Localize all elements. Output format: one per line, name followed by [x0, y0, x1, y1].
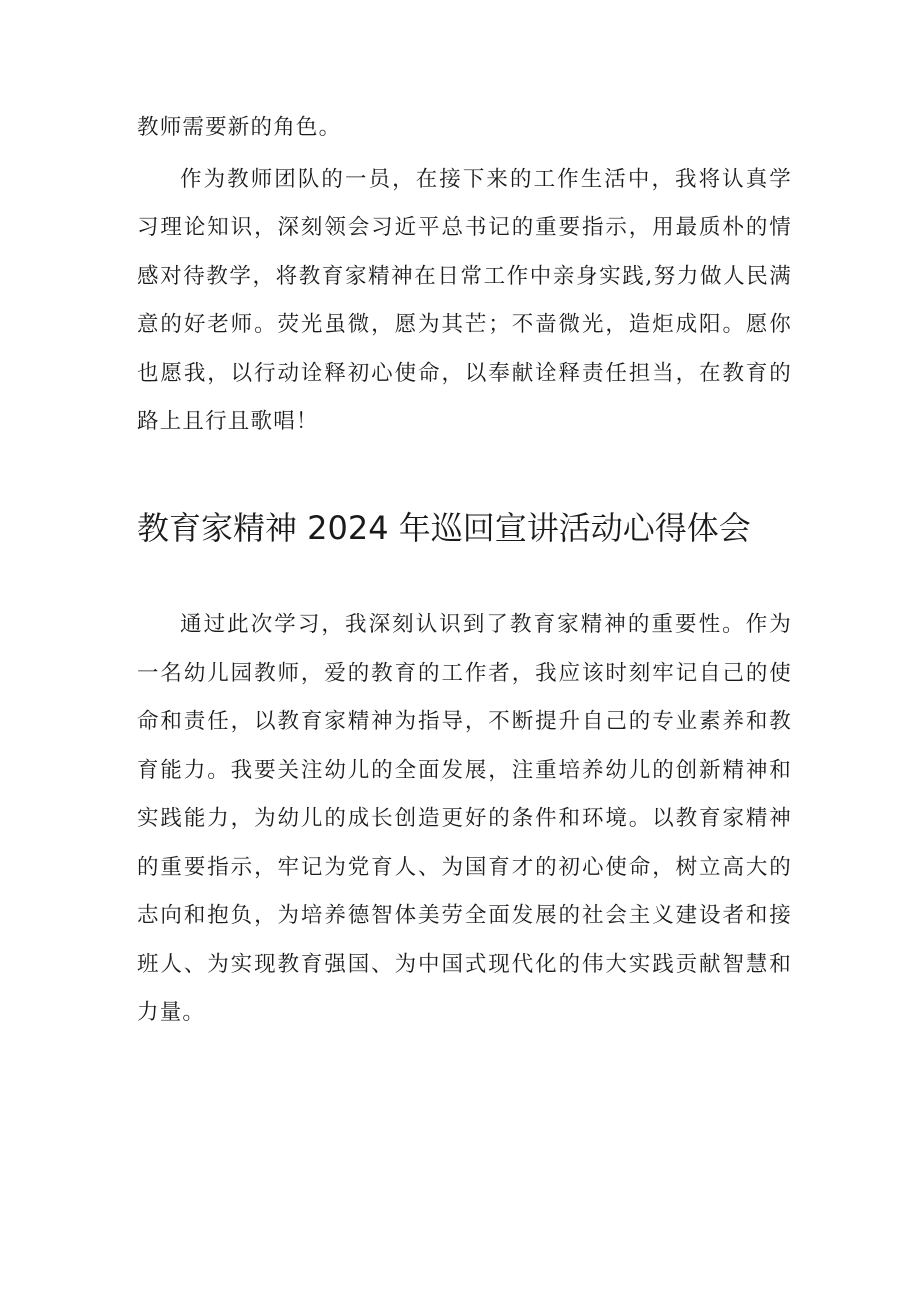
section-1 — [137, 104, 792, 447]
paragraph: 作为教师团队的一员，在接下来的工作生活中，我将认真学习理论知识，深刻领会习近平总书记的重要指示，用最质朴的情感对待教学，将教育家精神在日常工作中亲身实践,努力做人民满意的好老师。荧光虽微，愿为其芒；不啬微光，造炬成阳。愿你也愿我，以行动诠释初心使命，以奉献诠释责任担当，在教育的路上且行且歌唱！ — [137, 166, 792, 434]
section-title: 教育家精神 2024 年巡回宣讲活动心得体会 — [137, 509, 751, 547]
paragraph-continuation: 教师需要新的角色。 — [137, 115, 342, 140]
paragraph: 通过此次学习，我深刻认识到了教育家精神的重要性。作为一名幼儿园教师，爱的教育的工作者，我应该时刻牢记自己的使命和责任，以教育家精神为指导，不断提升自己的专业素养和教育能力。我要关注幼儿的全面发展，注重培养幼儿的创新精神和实践能力，为幼儿的成长创造更好的条件和环境。以教育家精神的重要指示，牢记为党育人、为国育才的初心使命，树立高大的志向和抱负，为培养德智体美劳全面发展的社会主义建设者和接班人、为实现教育强国、为中国式现代化的伟大实践贡献智慧和力量。 — [137, 612, 792, 1025]
section-2 — [137, 601, 792, 1038]
